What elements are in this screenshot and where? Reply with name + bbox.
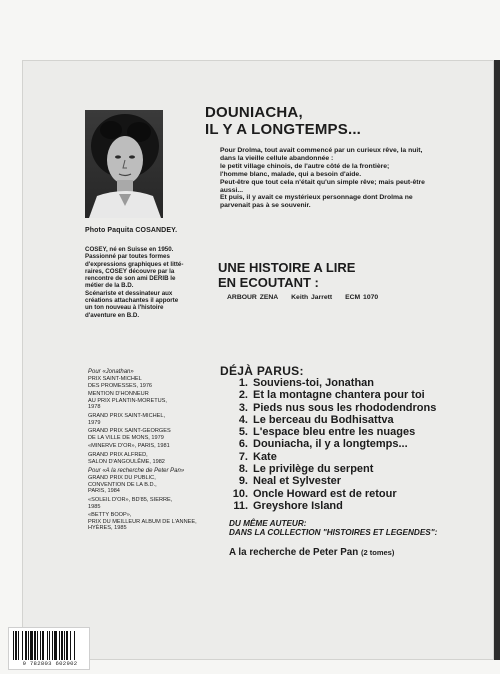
- list-item: [228, 389, 436, 401]
- award-entry: GRAND PRIX ALFRED, SALON D'ANGOULÊME, 1982: [88, 451, 165, 465]
- awards-jonathan-intro: Pour «Jonathan»: [88, 369, 134, 375]
- title-number: 3.: [238, 401, 248, 414]
- award-entry: MENTION D'HONNEUR AU PRIX PLANTIN-MORETUS, 1978: [88, 391, 167, 411]
- awards-peterpan-intro: Pour «A la recherche de Peter Pan»: [88, 468, 185, 475]
- title-text: Greyshore Island: [253, 499, 343, 512]
- author-bio: COSEY, né en Suisse en 1950. Passionné par toutes formes d'expressions graphiques et litté- raires, COSEY découvre par la rencontre de son ami DERIB le métier de la B.D. Scénariste et dessinateur aux créations attachantes il apporte un ton nouveau à l'histoire d'aventure en B.D.: [85, 246, 184, 319]
- award-entry: GRAND PRIX DU PUBLIC, CONVENTION DE LA B.D., PARIS, 1984: [88, 475, 157, 495]
- barcode-bar: [37, 631, 38, 660]
- barcode: [8, 627, 90, 670]
- story-line: Pour Drolma, tout avait commencé par un curieux rêve, la nuit,: [220, 147, 423, 154]
- record-reference: [227, 294, 388, 301]
- barcode-bar: [47, 631, 48, 660]
- title-text: Le privilège du serpent: [253, 463, 374, 476]
- peter-pan-tomes: (2 tomes): [360, 548, 395, 557]
- record-artist: Keith Jarrett: [291, 294, 333, 301]
- book-title-heading: DOUNIACHA, IL Y A LONGTEMPS...: [205, 104, 362, 138]
- title-text: Kate: [253, 450, 277, 463]
- barcode-bar: [40, 631, 41, 660]
- title-text: L'espace bleu entre les nuages: [253, 426, 416, 439]
- title-number: 2.: [238, 389, 248, 402]
- barcode-bar: [42, 631, 44, 660]
- story-line: le petit village chinois, de l'autre côté de la frontière;: [220, 162, 390, 170]
- barcode-bar: [74, 631, 75, 660]
- list-item: [228, 475, 436, 487]
- list-item: [228, 402, 436, 414]
- title-text: Et la montagne chantera pour toi: [253, 389, 425, 402]
- story-line: l'homme blanc, malade, qui a besoin d'aide.: [220, 170, 362, 178]
- record-catalog: ECM 1070: [345, 294, 379, 301]
- title-number: 9.: [238, 475, 248, 488]
- list-item: [228, 414, 436, 426]
- story-line: Et puis, il y avait ce mystérieux personnage dont Drolma ne: [220, 194, 413, 202]
- barcode-bar: [25, 631, 27, 660]
- list-item: [228, 377, 436, 389]
- barcode-bar: [70, 631, 71, 660]
- title-number: 10.: [232, 487, 248, 500]
- listen-heading: UNE HISTOIRE A LIRE EN ECOUTANT :: [218, 260, 356, 290]
- title-text: Souviens-toi, Jonathan: [253, 377, 375, 389]
- barcode-bar: [49, 631, 50, 660]
- barcode-bar: [54, 631, 57, 660]
- barcode-bar: [52, 631, 53, 660]
- award-entry: «BETTY BOOP», PRIX DU MEILLEUR ALBUM DE L'ANNEE, HYÈRES, 1985: [88, 512, 197, 532]
- story-blurb: [220, 147, 450, 210]
- story-line: aussi...: [220, 186, 244, 194]
- list-item: [228, 451, 436, 463]
- barcode-bar: [34, 631, 36, 660]
- list-item: [228, 438, 436, 450]
- award-entry: GRAND PRIX SAINT-MICHEL, 1979: [88, 412, 166, 426]
- title-number: 6.: [238, 438, 248, 451]
- title-number: 7.: [238, 450, 248, 463]
- award-entry: PRIX SAINT-MICHEL DES PROMESSES, 1976: [88, 376, 153, 389]
- list-item: [228, 500, 436, 512]
- title-number: 5.: [238, 426, 248, 439]
- photo-caption: Photo Paquita COSANDEY.: [85, 227, 178, 234]
- peter-pan-title: [229, 547, 394, 558]
- barcode-bar: [15, 631, 17, 660]
- title-text: Le berceau du Bodhisattva: [253, 413, 394, 426]
- title-number: 1.: [238, 377, 248, 389]
- list-item: [228, 426, 436, 438]
- title-number: 4.: [238, 413, 248, 426]
- list-item: [228, 488, 436, 500]
- published-titles-list: [228, 377, 436, 512]
- barcode-bar: [66, 631, 68, 660]
- barcode-bar: [30, 631, 33, 660]
- barcode-bar: [22, 631, 23, 660]
- awards-list: [88, 366, 238, 534]
- award-entry: «MINERVE D'OR», PARIS, 1981: [88, 443, 170, 450]
- barcode-bar: [13, 631, 14, 660]
- award-entry: «SOLEIL D'OR», BD'85, SIERRE, 1985: [88, 496, 173, 510]
- story-line: parvenait pas à se souvenir.: [220, 202, 311, 210]
- barcode-bar: [18, 631, 19, 660]
- title-text: Neal et Sylvester: [253, 475, 342, 488]
- title-number: 11.: [233, 499, 248, 512]
- peter-pan-name: A la recherche de Peter Pan: [229, 547, 359, 558]
- award-entry: GRAND PRIX SAINT-GEORGES DE LA VILLE DE MONS, 1979: [88, 428, 171, 441]
- title-text: Oncle Howard est de retour: [253, 487, 397, 500]
- list-item: [228, 463, 436, 475]
- barcode-bar: [59, 631, 60, 660]
- already-published-heading: DÉJÀ PARUS:: [220, 364, 304, 378]
- barcode-bar: [61, 631, 63, 660]
- barcode-bar: [28, 631, 29, 660]
- title-text: Douniacha, il y a longtemps...: [253, 438, 408, 451]
- title-number: 8.: [238, 463, 248, 476]
- barcode-number: 9 782803 602902: [22, 660, 78, 667]
- title-text: Pieds nus sous les rhododendrons: [253, 401, 437, 414]
- author-photo: [85, 110, 163, 218]
- record-album: ARBOUR ZENA: [227, 294, 279, 301]
- story-line: dans la vieille cellule abandonnée :: [220, 154, 334, 162]
- story-line: Peut-être que tout cela n'était qu'un simple rêve; mais peut-être: [220, 178, 425, 186]
- same-author-heading: DU MÊME AUTEUR: DANS LA COLLECTION "HISTOIRES ET LEGENDES":: [229, 519, 438, 538]
- barcode-bar: [64, 631, 65, 660]
- cover-edge: [494, 60, 500, 660]
- barcode-bars: [13, 631, 87, 660]
